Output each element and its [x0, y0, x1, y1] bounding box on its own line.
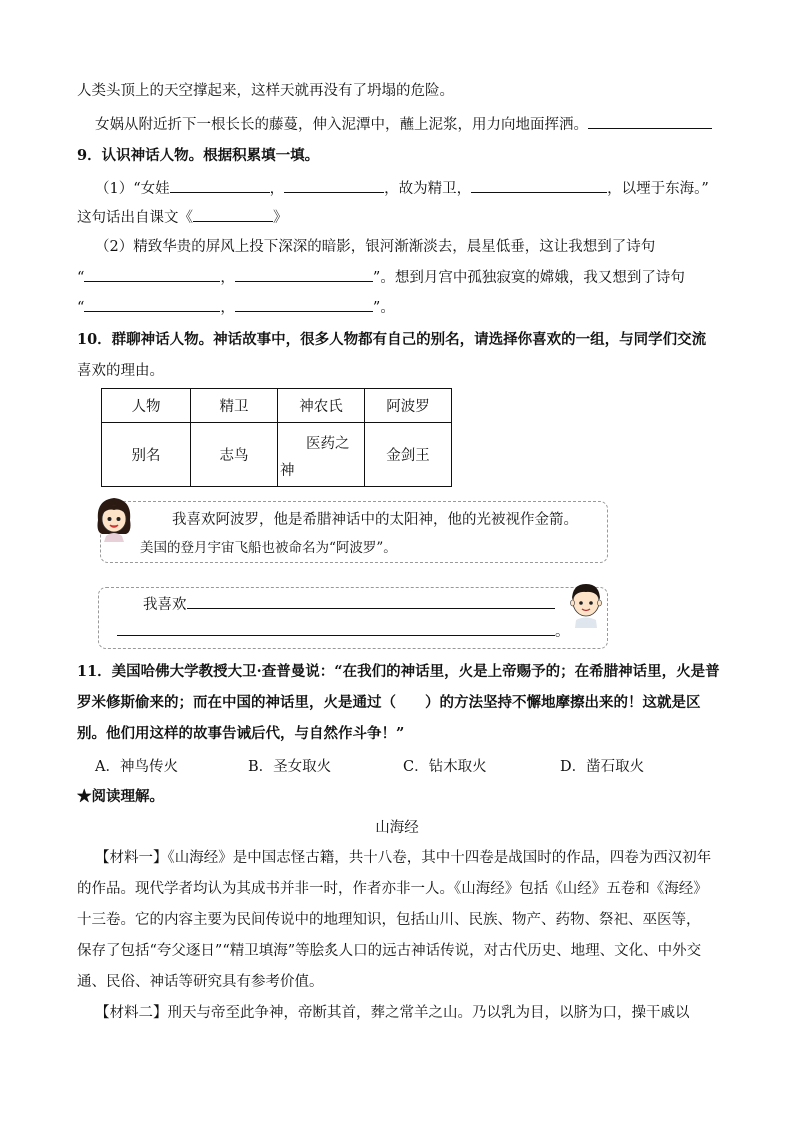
question-9-title: 9．认识神话人物。根据积累填一填。 — [77, 147, 320, 164]
reading-header: ★阅读理解。 — [77, 788, 164, 805]
question-9-1 — [95, 178, 709, 199]
text-span: 我喜欢 — [143, 597, 187, 613]
answer-blank[interactable] — [235, 267, 373, 282]
bubble-text: 我喜欢阿波罗，他是希腊神话中的太阳神，他的光被视作金箭。 — [172, 512, 578, 528]
answer-blank[interactable] — [235, 297, 373, 312]
text-span: ， — [220, 300, 235, 316]
bubble-text: 美国的登月宇宙飞船也被命名为“阿波罗”。 — [140, 540, 397, 556]
answer-blank[interactable] — [187, 594, 555, 609]
split-cell — [278, 424, 364, 486]
text-span: （1）“女娃 — [95, 181, 170, 197]
material-1-line: 通、民俗、神话等研究具有参考价值。 — [77, 974, 324, 990]
material-1-line: 十三卷。它的内容主要为民间传说中的地理知识，包括山川、民族、物产、药物、祭祀、巫医等， — [77, 912, 701, 928]
table-header-cell: 精卫 — [191, 389, 278, 423]
text-span: ， — [269, 181, 285, 197]
answer-blank[interactable] — [84, 267, 220, 282]
text-span: ”。 — [372, 300, 395, 316]
girl-avatar-icon — [92, 494, 136, 542]
text-span: “ — [77, 270, 85, 286]
text-span: 医药之 — [306, 435, 350, 452]
bubble-answer-line — [143, 594, 555, 615]
question-9-2: （2）精致华贵的屏风上投下深深的暗影，银河渐渐淡去，晨星低垂，这让我想到了诗句 — [95, 239, 656, 255]
bubble-answer-line — [117, 621, 570, 642]
table-row — [102, 423, 452, 487]
text-span: 。 — [555, 624, 570, 640]
answer-blank[interactable] — [84, 297, 220, 312]
answer-blank[interactable] — [284, 178, 384, 193]
option-d[interactable]: D．凿石取火 — [560, 759, 645, 775]
answer-blank[interactable] — [193, 207, 273, 222]
question-11-text: 罗米修斯偷来的；而在中国的神话里，火是通过（ ）的方法坚持不懈地摩擦出来的！这就是区 — [77, 694, 701, 711]
table-cell: 别名 — [102, 423, 191, 487]
table-header-cell: 阿波罗 — [365, 389, 452, 423]
option-b[interactable]: B．圣女取火 — [248, 759, 332, 775]
text-span: 神 — [280, 462, 295, 479]
text-span: 女娲从附近折下一根长长的藤蔓，伸入泥潭中，蘸上泥浆，用力向地面挥洒。 — [95, 117, 588, 133]
question-9-2-poem2 — [77, 297, 395, 318]
question-9-1-source — [77, 207, 288, 228]
answer-blank[interactable] — [471, 178, 607, 193]
text-span: ，故为精卫， — [384, 181, 472, 197]
table-header-cell: 人物 — [102, 389, 191, 423]
alias-table — [101, 388, 452, 487]
text-span: 这句话出自课文《 — [77, 210, 193, 226]
table-row — [102, 389, 452, 423]
option-a[interactable]: A．神鸟传火 — [95, 759, 178, 775]
answer-blank[interactable] — [170, 178, 270, 193]
table-header-cell: 神农氏 — [278, 389, 365, 423]
question-11-text: 11．美国哈佛大学教授大卫·查普曼说：“在我们的神话里，火是上帝赐予的；在希腊神话里，火是普 — [77, 663, 720, 680]
question-9-2-poem1 — [77, 267, 685, 288]
text-span: 》 — [273, 210, 288, 226]
table-cell — [278, 423, 365, 487]
text-span: ， — [220, 270, 235, 286]
question-10-title-cont: 喜欢的理由。 — [77, 363, 164, 379]
reading-title: 山海经 — [375, 820, 419, 836]
question-11-text: 别。他们用这样的故事告诫后代，与自然作斗争！” — [77, 725, 405, 742]
text-span: ，以堙于东海。” — [607, 181, 709, 197]
material-1-line: 保存了包括“夸父逐日”“精卫填海”等脍炙人口的远古神话传说，对古代历史、地理、文化、中外交 — [77, 943, 702, 959]
material-1-line: 的作品。现代学者均认为其成书并非一时，作者亦非一人。《山海经》包括《山经》五卷和《海经》 — [77, 881, 708, 897]
table-cell: 金剑王 — [365, 423, 452, 487]
option-c[interactable]: C．钻木取火 — [403, 759, 487, 775]
answer-blank[interactable] — [117, 621, 555, 636]
text-line — [95, 114, 712, 135]
text-span: “ — [77, 300, 85, 316]
question-10-title: 10．群聊神话人物。神话故事中，很多人物都有自己的别名，请选择你喜欢的一组，与同学们交流 — [77, 331, 707, 348]
answer-blank[interactable] — [588, 114, 712, 129]
boy-avatar-icon — [564, 578, 608, 628]
table-cell: 志鸟 — [191, 423, 278, 487]
text-line: 人类头顶上的天空撑起来，这样天就再没有了坍塌的危险。 — [77, 83, 454, 99]
material-1-line: 【材料一】《山海经》是中国志怪古籍，共十八卷，其中十四卷是战国时的作品，四卷为西汉初年 — [95, 850, 712, 866]
material-2-line: 【材料二】刑天与帝至此争神，帝断其首，葬之常羊之山。乃以乳为目，以脐为口，操干戚以 — [95, 1005, 690, 1021]
text-span: ”。想到月宫中孤独寂寞的嫦娥，我又想到了诗句 — [372, 270, 685, 286]
